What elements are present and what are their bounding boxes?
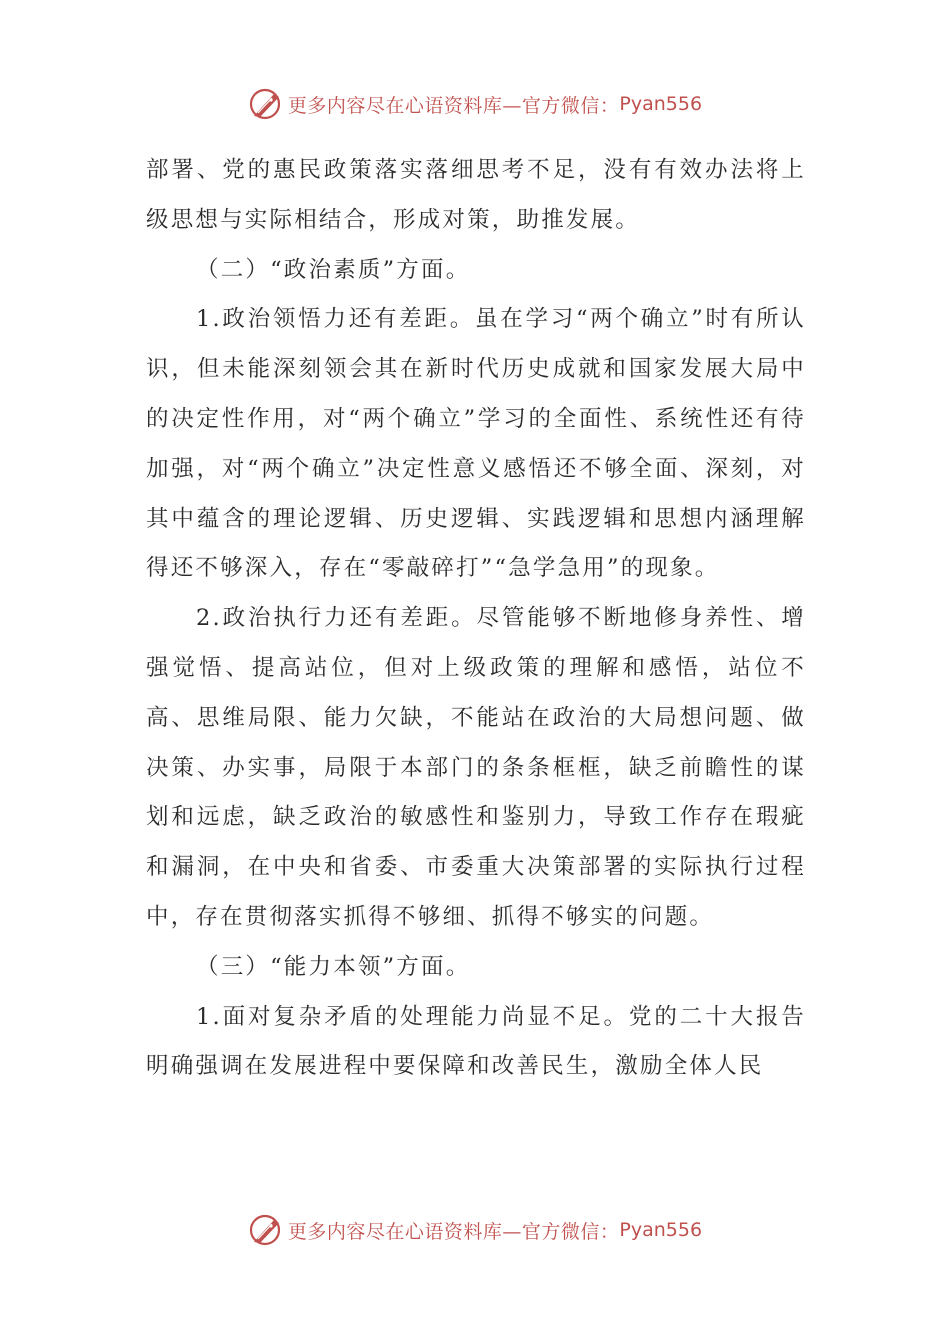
watermark-banner-top: [0, 84, 950, 124]
section-heading-political-quality: （二）“政治素质”方面。: [196, 256, 471, 283]
document-body: [146, 146, 806, 1092]
watermark-banner-bottom: [0, 1210, 950, 1250]
paragraph-political-understanding: 1.政治领悟力还有差距。虽在学习“两个确立”时有所认识，但未能深刻领会其在新时代历史成就和国家发展大局中的决定性作用，对“两个确立”学习的全面性、系统性还有待加强，对“两个确立”决定性意义感悟还不够全面、深刻，对其中蕴含的理论逻辑、历史逻辑、实践逻辑和思想内涵理解得还不够深入，存在“零敲碎打”“急学急用”的现象。: [146, 306, 806, 582]
pen-nib-logo-icon: [248, 86, 284, 122]
watermark-text: 更多内容尽在心语资料库—官方微信：: [287, 94, 620, 117]
watermark-wechat-id: Pyan556: [619, 1219, 703, 1241]
watermark-text: 更多内容尽在心语资料库—官方微信：: [287, 1220, 620, 1243]
section-heading-ability: （三）“能力本领”方面。: [196, 953, 471, 980]
pen-nib-logo-icon: [248, 1212, 284, 1248]
watermark-wechat-id: Pyan556: [619, 93, 703, 115]
paragraph-political-execution: 2.政治执行力还有差距。尽管能够不断地修身养性、增强觉悟、提高站位，但对上级政策的理解和感悟，站位不高、思维局限、能力欠缺，不能站在政治的大局想问题、做决策、办实事，局限于本部门的条条框框，缺乏前瞻性的谋划和远虑，缺乏政治的敏感性和鉴别力，导致工作存在瑕疵和漏洞，在中央和省委、市委重大决策部署的实际执行过程中，存在贯彻落实抓得不够细、抓得不够实的问题。: [146, 605, 806, 930]
paragraph-complex-contradictions: 1.面对复杂矛盾的处理能力尚显不足。党的二十大报告明确强调在发展进程中要保障和改善民生，激励全体人民: [146, 1003, 806, 1080]
paragraph-continuation: 部署、党的惠民政策落实落细思考不足，没有有效办法将上级思想与实际相结合，形成对策，助推发展。: [146, 157, 806, 233]
